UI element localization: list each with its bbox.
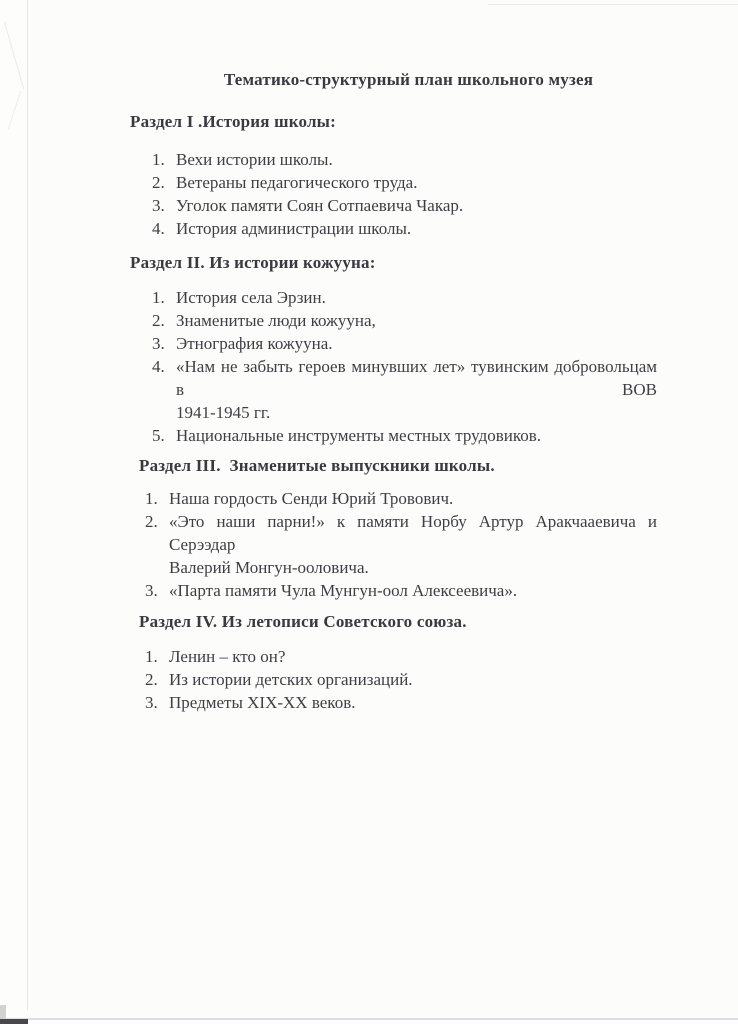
item-text: История села Эрзин. [176, 288, 326, 307]
item-number: 1. [145, 489, 158, 508]
item-number: 3. [145, 581, 158, 600]
list-item [152, 286, 657, 309]
list-item [152, 217, 657, 240]
list-item [145, 579, 657, 602]
list-item [152, 148, 657, 171]
item-text: Вехи истории школы. [176, 150, 333, 169]
item-number: 2. [145, 512, 158, 531]
section-3-list [130, 487, 657, 602]
document-body [130, 0, 657, 714]
item-number: 2. [152, 173, 165, 192]
item-text: Ветераны педагогического труда. [176, 173, 418, 192]
item-text: Национальные инструменты местных трудовиков. [176, 426, 542, 445]
item-text-line: «Нам не забыть героев минувших лет» тувинским добровольцам в ВОВ [176, 357, 657, 399]
scan-shadow-mark [0, 1019, 28, 1024]
item-text-line: Валерий Монгун-ооловича. [169, 558, 369, 577]
section-4-heading: Раздел IV. Из летописи Советского союза. [139, 612, 467, 631]
item-text: Уголок памяти Соян Сотпаевича Чакар. [176, 196, 464, 215]
item-number: 5. [152, 426, 165, 445]
list-item [152, 309, 657, 332]
item-text: Предметы XIX-XX веков. [169, 693, 356, 712]
list-item [152, 355, 657, 424]
item-number: 4. [152, 357, 165, 376]
item-number: 4. [152, 219, 165, 238]
item-text: Из истории детских организаций. [169, 670, 413, 689]
section-2-list [130, 286, 657, 447]
section-3-heading: Раздел III. Знаменитые выпускники школы. [139, 456, 495, 475]
section-1-list [130, 148, 657, 240]
list-item [152, 424, 657, 447]
scan-left-margin [0, 0, 27, 1024]
item-text: История администрации школы. [176, 219, 412, 238]
item-number: 1. [152, 150, 165, 169]
list-item [152, 332, 657, 355]
section-2-heading: Раздел II. Из истории кожууна: [130, 253, 376, 272]
section-4-list [130, 645, 657, 714]
page-title: Тематико-структурный план школьного музея [223, 70, 594, 89]
list-item [152, 171, 657, 194]
item-text: Наша гордость Сенди Юрий Тровович. [169, 489, 454, 508]
item-text [176, 355, 657, 424]
item-text: Этнография кожууна. [176, 334, 333, 353]
list-item [145, 510, 657, 579]
item-number: 2. [152, 311, 165, 330]
list-item [145, 487, 657, 510]
scan-bottom-margin [0, 1020, 738, 1024]
item-text: Знаменитые люди кожууна, [176, 311, 376, 330]
item-number: 3. [145, 693, 158, 712]
item-text: «Парта памяти Чула Мунгун-оол Алексеевича». [169, 581, 518, 600]
item-number: 2. [145, 670, 158, 689]
list-item [152, 194, 657, 217]
item-text: Ленин – кто он? [169, 647, 286, 666]
item-number: 3. [152, 196, 165, 215]
item-number: 3. [152, 334, 165, 353]
item-text [169, 510, 657, 579]
item-text-line: 1941-1945 гг. [176, 403, 271, 422]
paper-left-edge-line [27, 0, 28, 1010]
list-item [145, 691, 657, 714]
scan-smudge [0, 1005, 6, 1020]
item-number: 1. [152, 288, 165, 307]
list-item [145, 668, 657, 691]
item-number: 1. [145, 647, 158, 666]
list-item [145, 645, 657, 668]
section-1-heading: Раздел I .История школы: [130, 112, 337, 131]
item-text-line: «Это наши парни!» к памяти Норбу Артур Аракчааевича и Серээдар [169, 512, 657, 554]
